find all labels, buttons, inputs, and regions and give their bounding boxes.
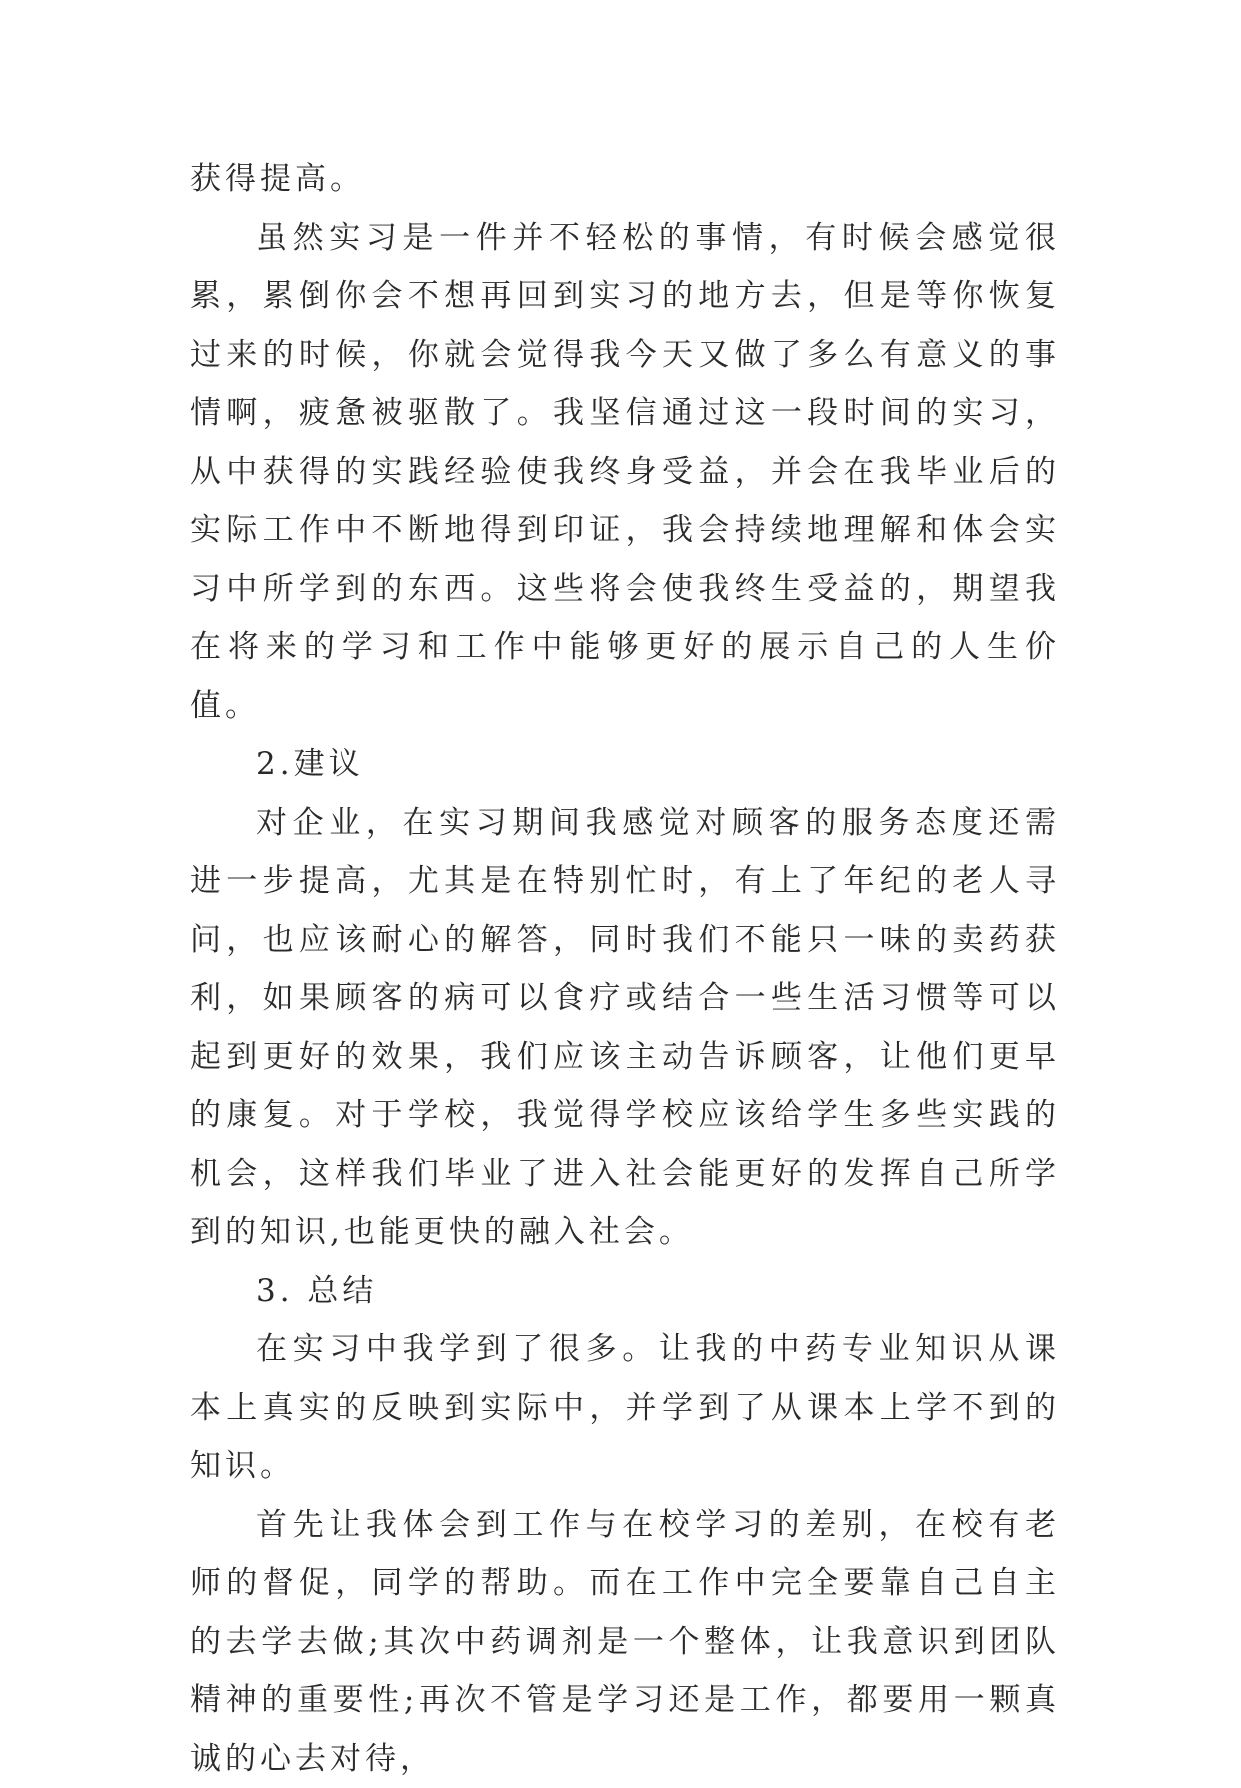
document-body bbox=[190, 150, 1060, 1788]
paragraph-reflection: 虽然实习是一件并不轻松的事情，有时候会感觉很累，累倒你会不想再回到实习的地方去，但是等你恢复过来的时候，你就会觉得我今天又做了多么有意义的事情啊，疲惫被驱散了。我坚信通过这一段时间的实习，从中获得的实践经验使我终身受益，并会在我毕业后的实际工作中不断地得到印证，我会持续地理解和体会实习中所学到的东西。这些将会使我终生受益的，期望我在将来的学习和工作中能够更好的展示自己的人生价值。 bbox=[190, 209, 1060, 736]
paragraph-suggestions: 对企业，在实习期间我感觉对顾客的服务态度还需进一步提高，尤其是在特别忙时，有上了年纪的老人寻问，也应该耐心的解答，同时我们不能只一味的卖药获利，如果顾客的病可以食疗或结合一些生活习惯等可以起到更好的效果，我们应该主动告诉顾客，让他们更早的康复。对于学校，我觉得学校应该给学生多些实践的机会，这样我们毕业了进入社会能更好的发挥自己所学到的知识,也能更快的融入社会。 bbox=[190, 794, 1060, 1262]
paragraph-summary-details: 首先让我体会到工作与在校学习的差别，在校有老师的督促，同学的帮助。而在工作中完全要靠自己自主的去学去做;其次中药调剂是一个整体，让我意识到团队精神的重要性;再次不管是学习还是工作，都要用一颗真诚的心去对待， bbox=[190, 1496, 1060, 1788]
section-heading-summary: 3. 总结 bbox=[190, 1262, 1060, 1321]
paragraph-summary-intro: 在实习中我学到了很多。让我的中药专业知识从课本上真实的反映到实际中，并学到了从课本上学不到的知识。 bbox=[190, 1320, 1060, 1496]
section-heading-suggestions: 2.建议 bbox=[190, 735, 1060, 794]
paragraph-continuation: 获得提高。 bbox=[190, 150, 1060, 209]
